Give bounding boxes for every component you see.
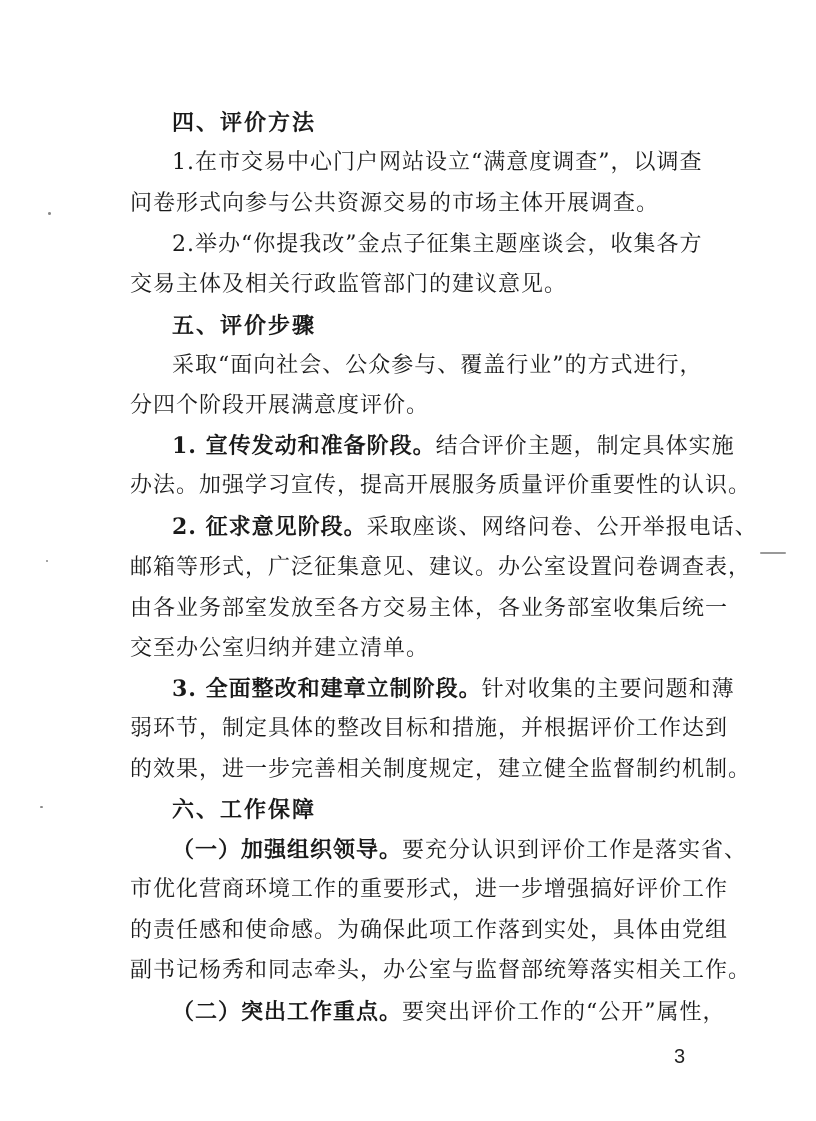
step-2-lead: 2. 征求意见阶段。 (172, 514, 367, 540)
step-3-line: 弱环节，制定具体的整改目标和措施，并根据评价工作达到 (130, 716, 729, 741)
item-1-line: 的责任感和使命感。为确保此项工作落到实处，具体由党组 (130, 918, 729, 943)
section-4-line: 交易主体及相关行政监管部门的建议意见。 (130, 272, 568, 297)
section-4-line: 问卷形式向参与公共资源交易的市场主体开展调查。 (130, 191, 660, 216)
scan-speck (46, 560, 48, 562)
page-number: 3 (674, 1046, 686, 1068)
scan-speck (40, 806, 43, 808)
item-2-rest: 要突出评价工作的“公开”属性， (402, 1000, 726, 1025)
item-1-lead: （一）加强组织领导。 (172, 837, 403, 863)
step-3-line: 的效果，进一步完善相关制度规定，建立健全监督制约机制。 (130, 757, 752, 782)
item-2-first-line (172, 997, 726, 1028)
section-5-heading: 五、评价步骤 (172, 313, 317, 339)
step-3-first-line (172, 674, 735, 705)
step-2-line: 交至办公室归纳并建立清单。 (130, 636, 430, 661)
section-4-line: 2.举办“你提我改”金点子征集主题座谈会，收集各方 (172, 232, 703, 257)
step-1-lead: 1. 宣传发动和准备阶段。 (172, 433, 436, 459)
item-1-first-line (172, 835, 748, 866)
section-6-heading: 六、工作保障 (172, 797, 317, 823)
section-4-heading: 四、评价方法 (172, 110, 317, 136)
step-2-rest: 采取座谈、网络问卷、公开举报电话、 (366, 515, 758, 540)
step-3-lead: 3. 全面整改和建章立制阶段。 (172, 676, 482, 702)
item-1-line: 副书记杨秀和同志牵头，办公室与监督部统筹落实相关工作。 (130, 958, 752, 983)
step-1-rest: 结合评价主题，制定具体实施 (435, 434, 735, 459)
step-1-line: 办法。加强学习宣传，提高开展服务质量评价重要性的认识。 (130, 473, 752, 498)
section-5-intro: 分四个阶段开展满意度评价。 (130, 393, 430, 418)
section-4-line: 1.在市交易中心门户网站设立“满意度调查”，以调查 (172, 150, 703, 175)
step-1-first-line (172, 431, 735, 462)
section-5-intro: 采取“面向社会、公众参与、覆盖行业”的方式进行， (172, 353, 703, 378)
item-1-line: 市优化营商环境工作的重要形式，进一步增强搞好评价工作 (130, 877, 729, 902)
item-1-rest: 要充分认识到评价工作是落实省、 (402, 838, 748, 863)
step-2-first-line (172, 512, 758, 543)
step-3-rest: 针对收集的主要问题和薄 (481, 677, 735, 702)
step-2-line: 由各业务部室发放至各方交易主体，各业务部室收集后统一 (130, 596, 729, 621)
step-2-line: 邮箱等形式，广泛征集意见、建议。办公室设置问卷调查表， (130, 555, 752, 580)
scan-speck (48, 212, 51, 215)
scan-mark (760, 552, 786, 554)
item-2-lead: （二）突出工作重点。 (172, 999, 403, 1025)
